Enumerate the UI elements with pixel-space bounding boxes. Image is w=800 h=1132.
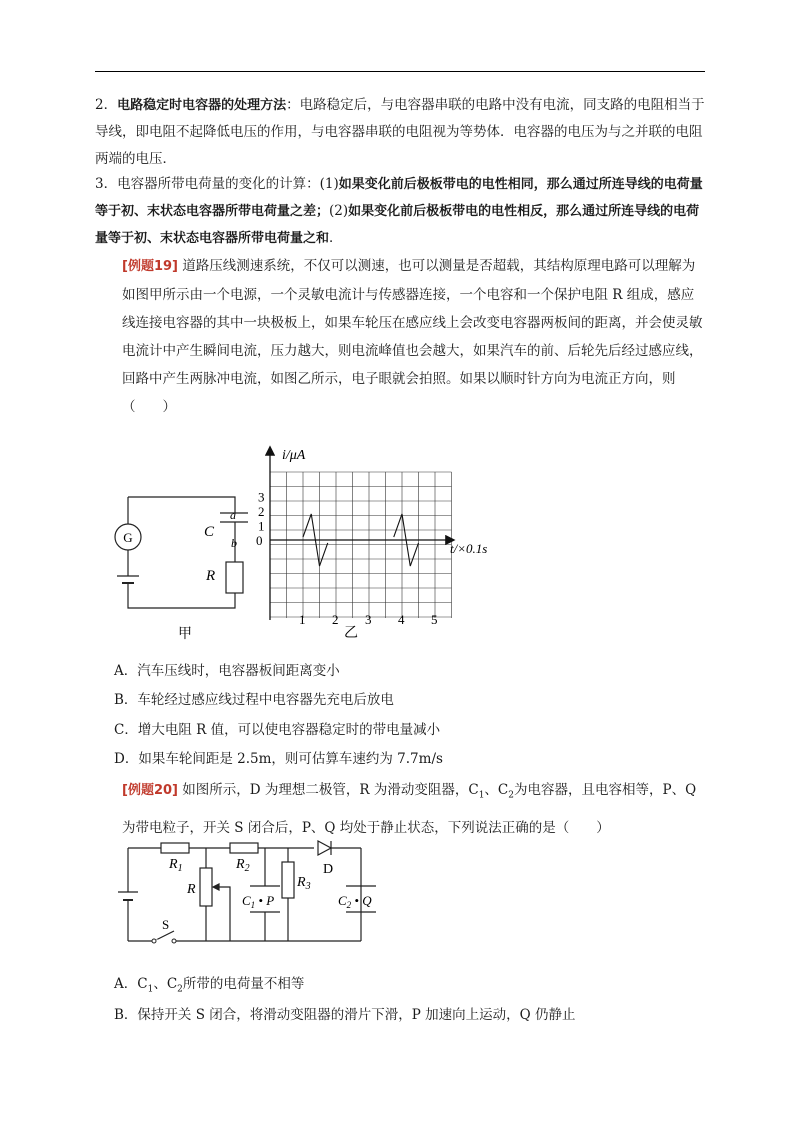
header-rule xyxy=(95,71,705,72)
section-3-rule-2: 如果变化前后极板带电的电性相反，那么通过所连导线的电荷量等于初、末状态电容器所带电荷量之和 xyxy=(95,204,700,246)
sub-1: 1 xyxy=(478,790,485,801)
wire-bottom xyxy=(128,586,235,608)
sub: 2 xyxy=(177,984,183,995)
caption-jia: 甲 xyxy=(178,627,192,642)
r3-label: $R_3$ xyxy=(297,875,311,892)
switch-contact xyxy=(152,939,156,943)
ex19-option-a[interactable] xyxy=(114,661,340,681)
chart-yi xyxy=(250,442,520,648)
resistor-r2 xyxy=(230,843,258,853)
option-text: 保持开关 S 闭合，将滑动变阻器的滑片下滑，P 加速向上运动，Q 仍静止 xyxy=(137,1007,576,1023)
sub: 1 xyxy=(147,984,154,995)
y-tick-label: 1 xyxy=(258,518,265,534)
cap-label: C xyxy=(204,524,215,540)
ex19-option-b[interactable] xyxy=(114,690,394,710)
galvanometer-label: G xyxy=(123,530,133,545)
y-tick-label: 3 xyxy=(258,489,265,505)
resistor-r1 xyxy=(161,843,189,853)
option-text: C xyxy=(137,976,148,992)
section-2-title: 电路稳定时电容器的处理方法 xyxy=(117,98,287,113)
plate-a-label: a xyxy=(230,508,236,522)
section-2 xyxy=(95,92,707,173)
section-3-lead: 电容器所带电荷量的变化的计算：(1) xyxy=(117,176,339,192)
ex19-option-d[interactable] xyxy=(114,749,443,769)
section-2-body: 电路稳定后，与电容器串联的电路中没有电流，同支路的电阻相当于导线，即电阻不起降低电压的作用，与电容器串联的电阻视为等势体．电容器的电压为与之并联的电阻两端的电压． xyxy=(95,97,705,167)
caption-yi: 乙 xyxy=(344,626,358,641)
resistor-r3 xyxy=(282,862,294,898)
y-axis-label: i/μA xyxy=(282,448,306,463)
option-key: A． xyxy=(114,663,138,679)
example-20-text-mid2: 为电容器，且电容相等，P、Q 为带电粒子，开关 S 闭合后，P、Q 均处于静止状态，下列说法正确的是（ ） xyxy=(122,782,697,836)
section-2-colon: ： xyxy=(286,97,300,113)
option-text: 汽车压线时，电容器板间距离变小 xyxy=(137,663,340,679)
example-19 xyxy=(122,252,707,421)
option-key: C． xyxy=(114,722,138,738)
section-2-number: 2． xyxy=(95,97,118,113)
ex19-option-c[interactable] xyxy=(114,720,440,740)
c1-label: $C_1$ • P xyxy=(242,893,275,910)
diode-d xyxy=(318,841,331,855)
resistor-r xyxy=(226,562,243,593)
slider-arrow xyxy=(213,884,219,890)
example-20 xyxy=(122,774,707,844)
rheostat-r xyxy=(200,868,212,906)
option-key: B． xyxy=(114,1007,138,1023)
section-3-mid: (2) xyxy=(329,203,349,219)
r-label: R xyxy=(187,882,196,897)
ex20-option-b[interactable] xyxy=(114,1005,576,1025)
example-19-tag: [例题19] xyxy=(122,259,178,274)
wire-top xyxy=(128,497,235,513)
section-3-number: 3． xyxy=(95,176,118,192)
rheostat-slider xyxy=(215,887,230,941)
chart-grid xyxy=(270,472,452,618)
option-text: 所带的电荷量不相等 xyxy=(182,976,305,992)
switch-contact xyxy=(172,939,176,943)
x-tick-label: 1 xyxy=(299,612,306,627)
plate-b-label: b xyxy=(231,536,237,550)
example-20-tag: [例题20] xyxy=(122,783,178,798)
x-tick-label: 5 xyxy=(431,612,438,627)
option-text: 、C xyxy=(153,976,178,992)
section-3-rule-1: 如果变化前后极板带电的电性相同，那么通过所连导线的电荷量等于初、末状态电容器所带电荷量之差； xyxy=(95,177,703,219)
option-key: B． xyxy=(114,692,138,708)
x-tick-label: 2 xyxy=(332,612,339,627)
section-3-end: ． xyxy=(329,230,343,246)
ex20-option-a[interactable] xyxy=(114,974,304,1000)
option-text: 增大电阻 R 值，可以使电容器稳定时的带电量减小 xyxy=(137,722,441,738)
s-label: S xyxy=(162,917,170,932)
option-key: D． xyxy=(114,751,139,767)
y-tick-label: 2 xyxy=(258,504,265,519)
figure-circuit-20 xyxy=(118,838,380,950)
figure-jia xyxy=(108,488,248,650)
origin-label: 0 xyxy=(256,533,263,548)
section-3 xyxy=(95,171,707,252)
r2-label: $R_2$ xyxy=(236,857,250,874)
x-axis-label: t/×0.1s xyxy=(450,541,488,556)
sub-2: 2 xyxy=(508,790,514,801)
option-text: 如果车轮间距是 2.5m，则可估算车速约为 7.7m/s xyxy=(138,751,443,767)
x-tick-label: 4 xyxy=(398,612,405,627)
x-tick-label: 3 xyxy=(365,612,372,627)
resistor-label: R xyxy=(206,568,216,584)
option-text: 车轮经过感应线过程中电容器先充电后放电 xyxy=(137,692,394,708)
example-20-text-mid1: 、C xyxy=(484,782,509,798)
d-label: D xyxy=(323,862,334,877)
r1-label: $R_1$ xyxy=(169,857,183,874)
example-19-text: 道路压线测速系统，不仅可以测速，也可以测量是否超载，其结构原理电路可以理解为如图甲所示由一个电源，一个灵敏电流计与传感器连接，一个电容和一个保护电阻 R 组成，感应线连接电容器的其中一块极板上，如果车轮压在感应线上会改变电容器两板间的距离，并会使灵敏电流计中产生瞬间电流，压力越大，则电流峰值也会越大，如果汽车的前、后轮先后经过感应线，回路中产生两脉冲电流，如图乙所示，电子眼就会拍照。如果以顺时针方向为电流正方向，则（ ） xyxy=(122,258,703,415)
option-key: A． xyxy=(114,976,138,992)
example-20-text-pre: 如图所示，D 为理想二极管，R 为滑动变阻器，C xyxy=(182,782,479,798)
c2-label: $C_2$ • Q xyxy=(338,893,372,910)
